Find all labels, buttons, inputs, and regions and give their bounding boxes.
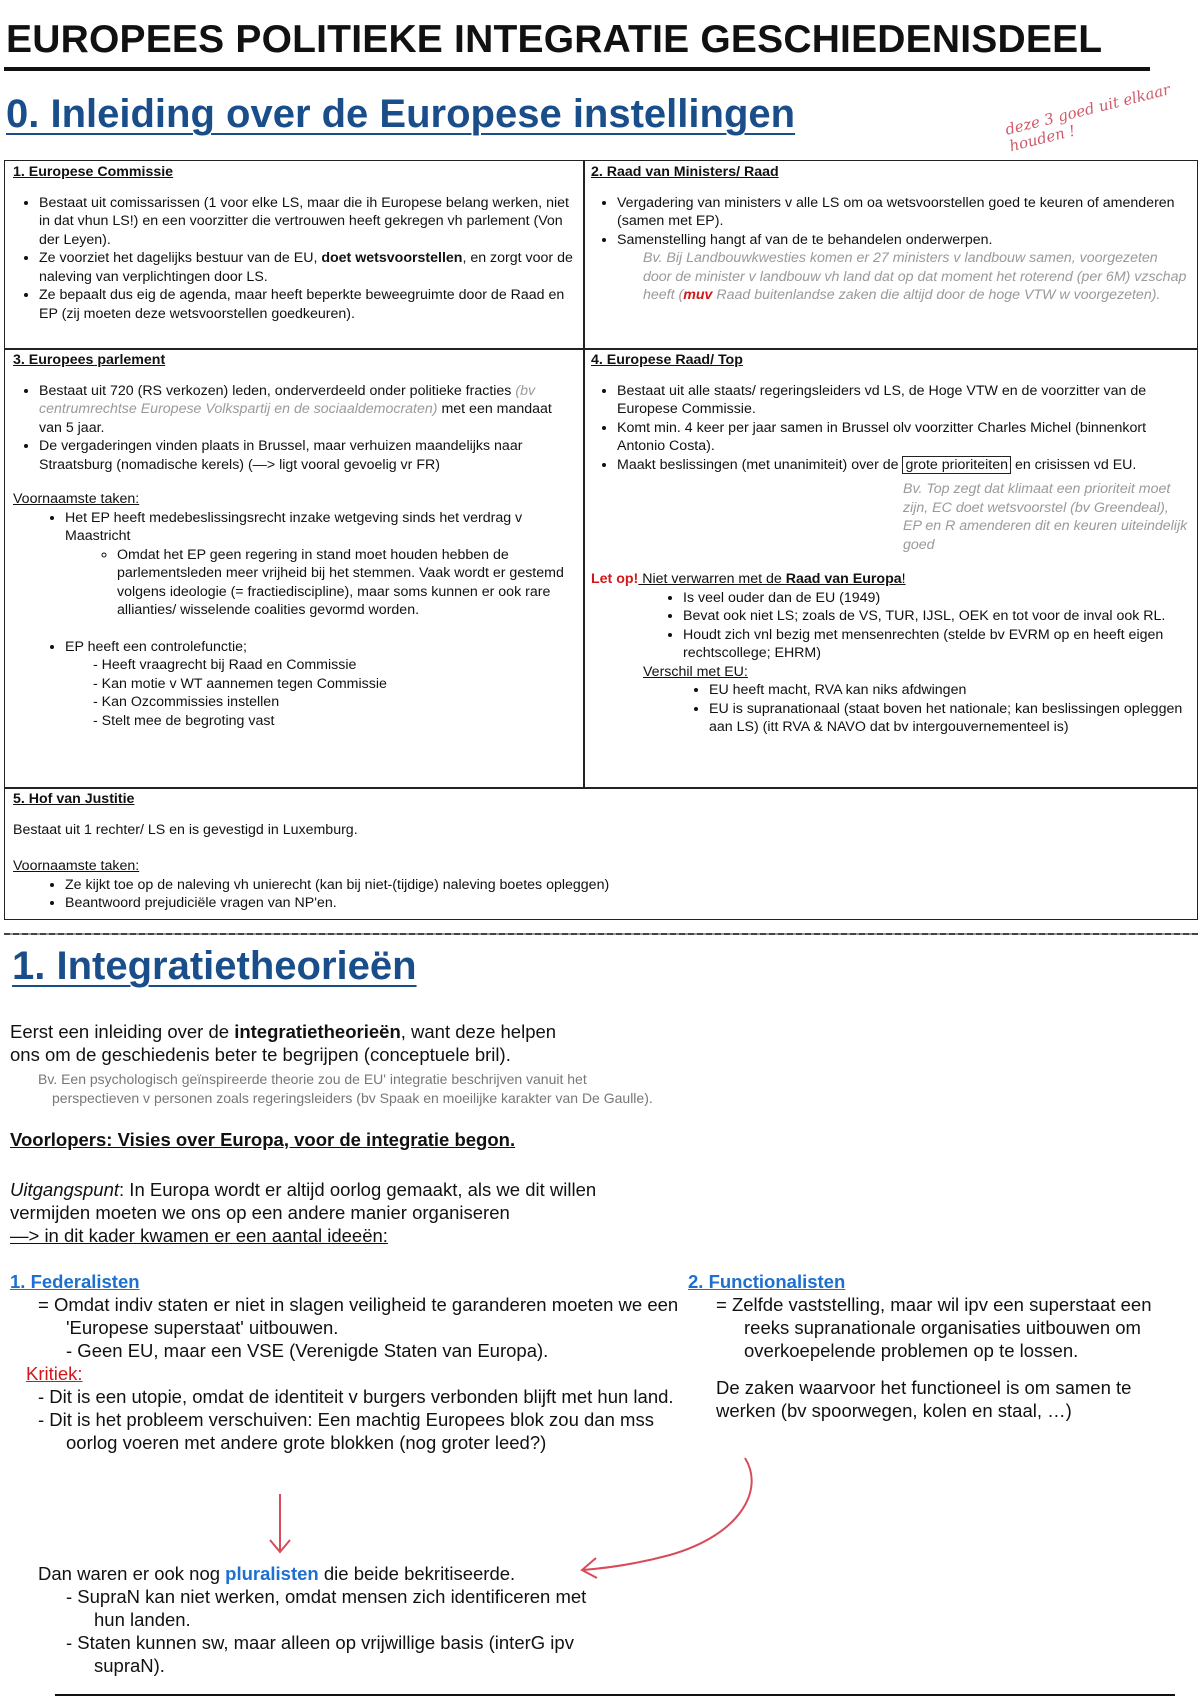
- cell-parlement: [13, 351, 575, 730]
- cell-raad: [591, 163, 1189, 305]
- rve-item: • Bevat ook niet LS; zoals de VS, TUR, IJSL, OEK en tot voor de inval ook RL.: [683, 607, 1189, 626]
- commissie-bullet: • Ze voorziet het dagelijks bestuur van de EU, doet wetsvoorstellen, en zorgt voor de naleving van verplichtingen door LS.: [39, 249, 575, 286]
- raad-heading: 2. Raad van Ministers/ Raad: [591, 164, 779, 180]
- functionalisten-block: [688, 1270, 1196, 1422]
- section1-title: 1. Integratietheorieën: [12, 944, 417, 988]
- hof-task: • Beantwoord prejudiciële vragen van NP'en.: [65, 894, 1183, 913]
- top-bullet: • Komt min. 4 keer per jaar samen in Brussel olv voorzitter Charles Michel (binnenkort Antonio Costa).: [617, 419, 1189, 456]
- control-item: - Kan Ozcommissies instellen: [93, 693, 575, 712]
- control-item: - Heeft vraagrecht bij Raad en Commissie: [93, 656, 575, 675]
- raad-bullet: • Vergadering van ministers v alle LS om oa wetsvoorstellen goed te keuren of amenderen (samen met EP).: [617, 194, 1189, 231]
- parlement-heading: 3. Europees parlement: [13, 352, 166, 368]
- document-title: EUROPEES POLITIEKE INTEGRATIE GESCHIEDENISDEEL: [6, 18, 1103, 61]
- table-divider-row1: [5, 348, 1197, 350]
- kritiek-item: - Dit is een utopie, omdat de identiteit v burgers verbonden blijft met hun land.: [38, 1386, 674, 1407]
- federalisten-text: = Omdat indiv staten er niet in slagen veiligheid te garanderen moeten we een 'Europese superstaat' uitbouwen.: [38, 1294, 679, 1338]
- handwritten-note: deze 3 goed uit elkaar houden !: [1003, 80, 1172, 156]
- top-bullet: • Maakt beslissingen (met unanimiteit) over de grote prioriteiten en crisissen vd EU.: [617, 456, 1189, 475]
- parlement-bullet: • Bestaat uit 720 (RS verkozen) leden, onderverdeeld onder politieke fracties (bv centrumrechtse Europese Volkspartij en de sociaaldemocraten) met een mandaat van 5 jaar.: [39, 382, 575, 438]
- voorlopers-heading: Voorlopers: Visies over Europa, voor de integratie begon.: [10, 1129, 516, 1150]
- title-underline: [4, 67, 1150, 71]
- control-item: - Stelt mee de begroting vast: [93, 712, 575, 731]
- functionalisten-heading: 2. Functionalisten: [688, 1271, 846, 1292]
- rve-item: • Houdt zich vnl bezig met mensenrechten (stelde bv EVRM op en heeft eigen rechtscollege; EHRM): [683, 626, 1189, 663]
- hof-heading: 5. Hof van Justitie: [13, 791, 135, 807]
- pluralisten-intro: Dan waren er ook nog pluralisten die beide bekritiseerde.: [38, 1563, 516, 1584]
- hof-taken-heading: Voornaamste taken:: [13, 858, 140, 874]
- commissie-bullet: • Ze bepaalt dus eig de agenda, maar heeft beperkte beweegruimte door de Raad en EP (zij moeten deze wetsvoorstellen goedkeuren).: [39, 286, 575, 323]
- table-divider-row2: [5, 787, 1197, 789]
- control-item: - Kan motie v WT aannemen tegen Commissie: [93, 675, 575, 694]
- parlement-taken-heading: Voornaamste taken:: [13, 491, 140, 507]
- verschil-heading: Verschil met EU:: [643, 663, 748, 680]
- parlement-task: • EP heeft een controlefunctie;: [65, 638, 575, 657]
- table-divider-vertical: [583, 161, 585, 787]
- uitgangspunt-text: Uitgangspunt: In Europa wordt er altijd oorlog gemaakt, als we dit willen vermijden moeten we ons op een andere manier organiseren —> in dit kader kwamen er een aantal ideeën:: [10, 1179, 597, 1246]
- raad-example: Bv. Bij Landbouwkwesties komen er 27 ministers v landbouw samen, voorgezeten door de minister v landbouw vh land dat op dat moment het roterend (per 6M) vzschap heeft (muv Raad buitenlandse zaken die altijd door de hoge VTW w voorgezeten).: [643, 250, 1187, 303]
- verschil-item: • EU heeft macht, RVA kan niks afdwingen: [709, 681, 1189, 700]
- federalisten-text: - Geen EU, maar een VSE (Verenigde Staten van Europa).: [66, 1340, 549, 1361]
- top-heading: 4. Europese Raad/ Top: [591, 352, 743, 368]
- parlement-task: • Het EP heeft medebeslissingsrecht inzake wetgeving sinds het verdrag v Maastricht: [65, 509, 575, 546]
- section-separator: [4, 933, 1198, 935]
- hof-task: • Ze kijkt toe op de naleving vh unierecht (kan bij niet-(tijdige) naleving boetes opleggen): [65, 876, 1183, 895]
- cell-commissie: [13, 163, 575, 323]
- top-example: Bv. Top zegt dat klimaat een prioriteit moet zijn, EC doet wetsvoorstel (bv Greendeal), EP en R amenderen dit en keuren uiteindelijk goed: [903, 481, 1188, 553]
- hof-text: Bestaat uit 1 rechter/ LS en is gevestigd in Luxemburg.: [13, 821, 358, 838]
- curved-arrow-icon: [570, 1450, 770, 1580]
- commissie-bullet: • Bestaat uit comissarissen (1 voor elke LS, maar die ih Europese belang werken, niet in dat vhun LS!) en een voorzitter die vertrouwen heeft gekregen vh parlement (Von der Leyen).: [39, 194, 575, 250]
- federalisten-block: [10, 1270, 690, 1454]
- commissie-heading: 1. Europese Commissie: [13, 164, 174, 180]
- functionalisten-text: = Zelfde vaststelling, maar wil ipv een superstaat een reeks supranationale organisaties uitbouwen om overkoepelende problemen op te lossen.: [716, 1294, 1152, 1361]
- parlement-subtask: ◦ Omdat het EP geen regering in stand moet houden hebben de parlementsleden meer vrijheid bij het stemmen. Vaak wordt er gestemd volgens ideologie (= fractiediscipline), maar soms kunnen er ook rare allianties/ wisselende coalities gevormd worden.: [117, 546, 575, 620]
- letop-line: Let op! Niet verwarren met de Raad van Europa!: [591, 571, 906, 587]
- section0-title: 0. Inleiding over de Europese instellingen: [6, 92, 796, 136]
- bottom-rule: [55, 1694, 1175, 1696]
- verschil-item: • EU is supranationaal (staat boven het nationale; kan beslissingen opleggen aan LS) (itt RVA & NAVO dat bv intergouvernementeel is): [709, 700, 1189, 737]
- kritiek-heading: Kritiek:: [26, 1363, 83, 1384]
- pluralisten-block: [38, 1562, 598, 1677]
- pluralisten-item: - SupraN kan niet werken, omdat mensen zich identificeren met hun landen.: [66, 1586, 587, 1630]
- arrow-down-icon: [260, 1490, 300, 1560]
- rve-item: • Is veel ouder dan de EU (1949): [683, 589, 1189, 608]
- intro-example: Bv. Een psychologisch geïnspireerde theorie zou de EU' integratie beschrijven vanuit het perspectieven v personen zoals regeringsleiders (bv Spaak en moeilijke karakter van De Gaulle).: [38, 1071, 653, 1106]
- cell-hof: [13, 790, 1183, 913]
- pluralisten-item: - Staten kunnen sw, maar alleen op vrijwillige basis (interG ipv supraN).: [66, 1632, 574, 1676]
- kritiek-item: - Dit is het probleem verschuiven: Een machtig Europees blok zou dan mss oorlog voeren met andere grote blokken (nog groter leed?): [38, 1409, 654, 1453]
- raad-bullet: • Samenstelling hangt af van de te behandelen onderwerpen.: [617, 231, 1189, 250]
- institutions-table: [4, 160, 1198, 920]
- cell-top: [591, 351, 1189, 737]
- top-bullet: • Bestaat uit alle staats/ regeringsleiders vd LS, de Hoge VTW en de voorzitter van de Europese Commissie.: [617, 382, 1189, 419]
- functionalisten-text: De zaken waarvoor het functioneel is om samen te werken (bv spoorwegen, kolen en staal, …): [716, 1377, 1132, 1421]
- parlement-bullet: • De vergaderingen vinden plaats in Brussel, maar verhuizen maandelijks naar Straatsburg (nomadische kerels) (—> ligt vooral gevoelig vr FR): [39, 437, 575, 474]
- intro-text: Eerst een inleiding over de integratietheorieën, want deze helpen ons om de geschiedenis beter te begrijpen (conceptuele bril).: [10, 1021, 557, 1065]
- federalisten-heading: 1. Federalisten: [10, 1271, 140, 1292]
